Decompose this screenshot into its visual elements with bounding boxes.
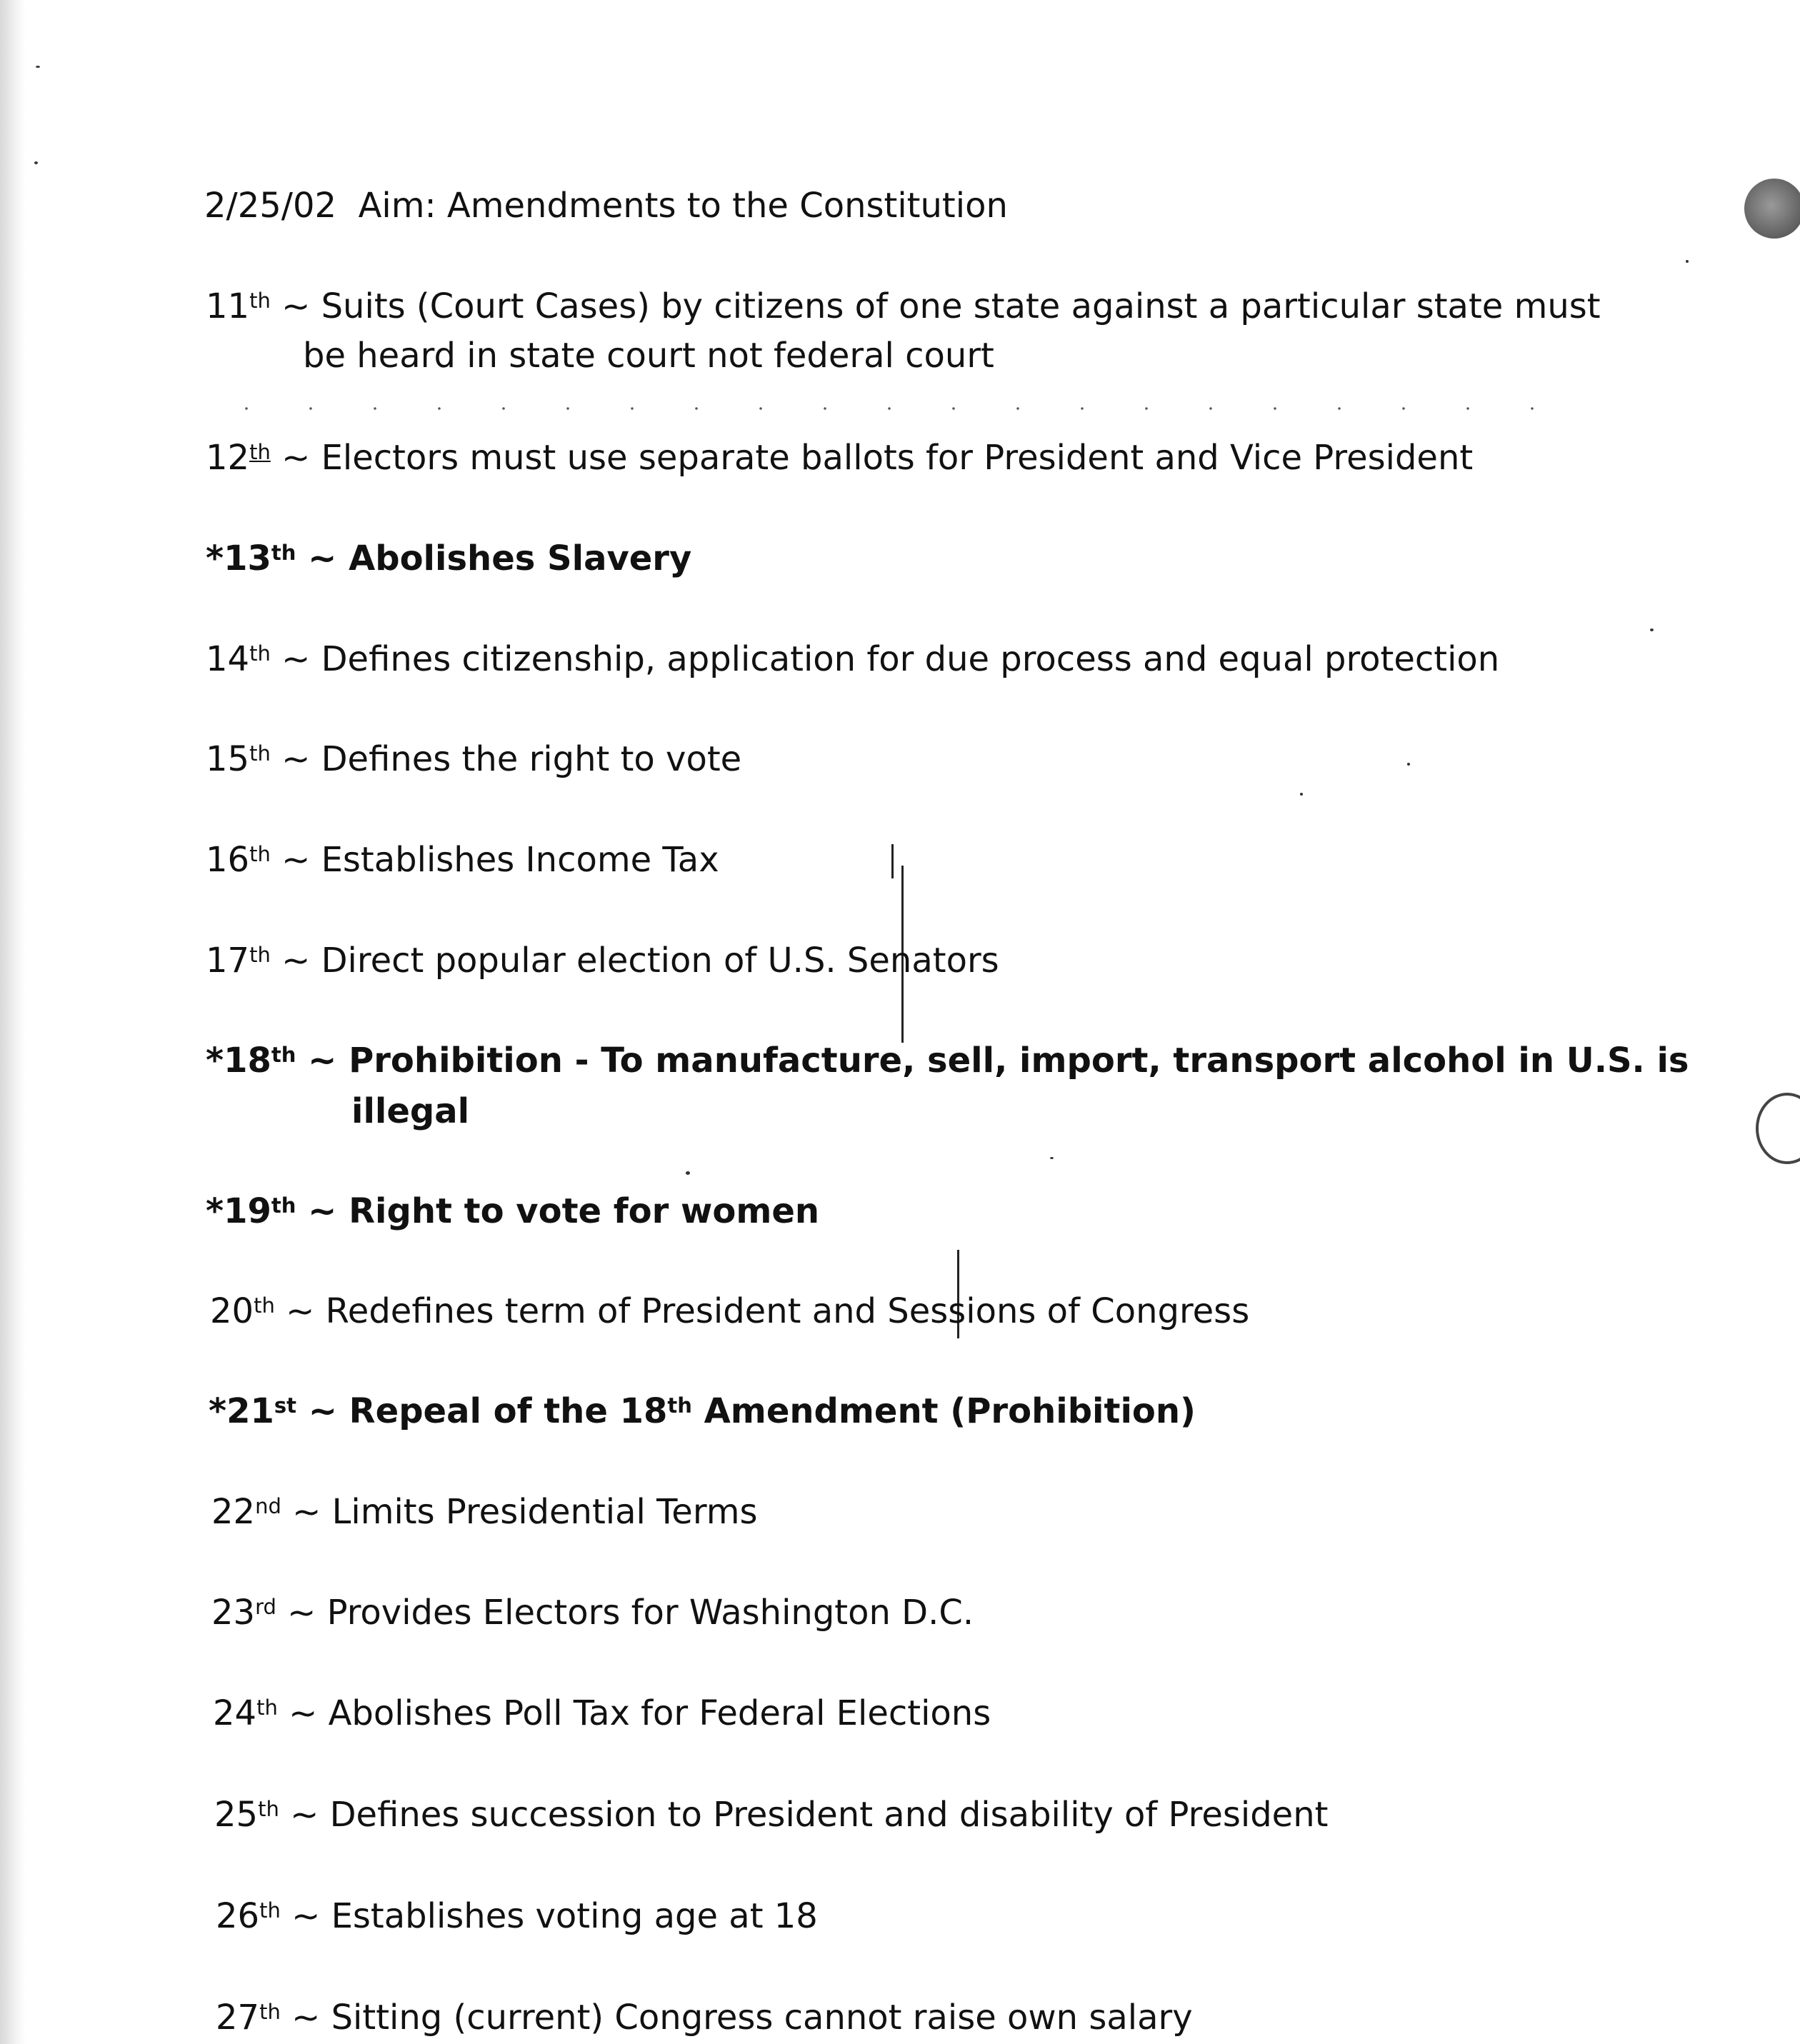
header-date: 2/25/02 [204,186,337,226]
amendment-11-continuation [303,334,994,377]
amendment-text: ~ Defines citizenship, application for due process and equal protection [281,639,1500,679]
amendment-text: ~ Defines the right to vote [281,739,742,779]
amendment-text: ~ Prohibition - To manufacture, sell, import, transport alcohol in U.S. is [308,1041,1689,1081]
amendment-text: ~ Right to vote for women [308,1191,820,1231]
amendment-number: 21 [226,1391,274,1431]
amendment-number: 15 [206,739,250,779]
amendment-text: ~ Defines succession to President and disability of President [290,1795,1329,1835]
amendment-11-line [206,285,1601,328]
star-marker: * [206,1041,224,1081]
scan-speck [686,1171,690,1175]
ordinal-suffix: th [249,440,271,464]
amendment-text-continued: be heard in state court not federal court [303,336,994,376]
scan-speck [1650,628,1654,631]
amendment-number: 18 [224,1041,271,1081]
ordinal-suffix: th [254,1293,275,1318]
ordinal-suffix: st [274,1393,297,1418]
amendment-text: ~ Establishes Income Tax [281,840,719,880]
amendment-22-line [211,1491,757,1533]
amendment-number: 13 [224,538,271,578]
ordinal-suffix: th [259,1898,281,1923]
scan-speck [34,161,38,164]
amendment-text-continued: illegal [351,1091,470,1131]
ordinal-suffix: th [249,943,271,967]
amendment-16-line [206,838,719,881]
amendment-text: ~ Establishes voting age at 18 [291,1896,818,1936]
amendment-number: 26 [216,1896,260,1936]
amendment-text: ~ Sitting (current) Congress cannot raise own salary [291,1998,1193,2038]
amendment-17-line [206,939,999,982]
amendment-text: ~ Electors must use separate ballots for President and Vice President [281,438,1474,478]
amendment-12-line [206,436,1473,479]
scan-dotted-noise [214,401,1536,416]
amendment-text: ~ Abolishes Poll Tax for Federal Elections [289,1693,991,1733]
amendment-text: ~ Suits (Court Cases) by citizens of one state against a particular state must [281,286,1601,326]
scan-speck [1300,793,1303,796]
ordinal-suffix: th [258,1797,279,1821]
amendment-number: 11 [206,286,250,326]
header-line [204,184,1008,227]
ordinal-suffix-inline: th [667,1393,692,1418]
ordinal-suffix: nd [255,1494,281,1518]
ordinal-suffix: th [271,1043,296,1067]
ordinal-suffix: th [271,1193,296,1218]
header-aim: Aim: Amendments to the Constitution [358,186,1008,226]
pen-mark-vertical [891,844,894,878]
ordinal-suffix: th [271,541,296,565]
amendment-13-line [206,537,691,580]
amendment-text: ~ Provides Electors for Washington D.C. [287,1593,974,1633]
scan-shadow-edge [0,0,26,2044]
amendment-number: 27 [216,1998,260,2038]
amendment-text-tail: Amendment (Prohibition) [691,1391,1196,1431]
ordinal-suffix: th [259,2000,281,2024]
ordinal-suffix: th [249,842,271,866]
amendment-23-line [211,1591,974,1634]
amendment-number: 16 [206,840,250,880]
star-marker: * [209,1391,227,1431]
amendment-number: 19 [224,1191,271,1231]
amendment-18-line [206,1039,1689,1082]
amendment-number: 12 [206,438,250,478]
ordinal-suffix: rd [255,1595,276,1619]
scan-speck [1407,763,1410,766]
punch-hole-top [1744,179,1800,239]
punch-hole-middle [1756,1093,1800,1164]
star-marker: * [206,1191,224,1231]
ordinal-suffix: th [249,289,271,313]
amendment-text: ~ Limits Presidential Terms [292,1492,758,1532]
amendment-text: ~ Repeal of the 18 [308,1391,668,1431]
ordinal-suffix: th [249,741,271,766]
amendment-25-line [214,1793,1328,1836]
ordinal-suffix: th [249,641,271,666]
amendment-number: 25 [214,1795,259,1835]
amendment-number: 20 [210,1291,254,1331]
amendment-21-line [209,1390,1196,1433]
amendment-text: ~ Redefines term of President and Sessions of Congress [286,1291,1250,1331]
amendment-number: 14 [206,639,250,679]
amendment-number: 17 [206,941,250,981]
amendment-18-continuation [351,1090,469,1133]
amendment-number: 22 [211,1492,256,1532]
amendment-27-line [216,1996,1193,2039]
amendment-24-line [213,1692,991,1735]
amendment-26-line [216,1895,818,1938]
scan-speck [36,66,40,68]
scan-speck [1050,1157,1054,1159]
amendment-14-line [206,638,1499,681]
star-marker: * [206,538,224,578]
amendment-number: 24 [213,1693,257,1733]
amendment-20-line [210,1290,1249,1333]
ordinal-suffix: th [256,1695,278,1720]
amendment-text: ~ Direct popular election of U.S. Senators [281,941,999,981]
amendment-15-line [206,738,741,781]
amendment-number: 23 [211,1593,256,1633]
amendment-text: ~ Abolishes Slavery [308,538,692,578]
scan-speck [1686,260,1689,263]
amendment-19-line [206,1190,819,1233]
